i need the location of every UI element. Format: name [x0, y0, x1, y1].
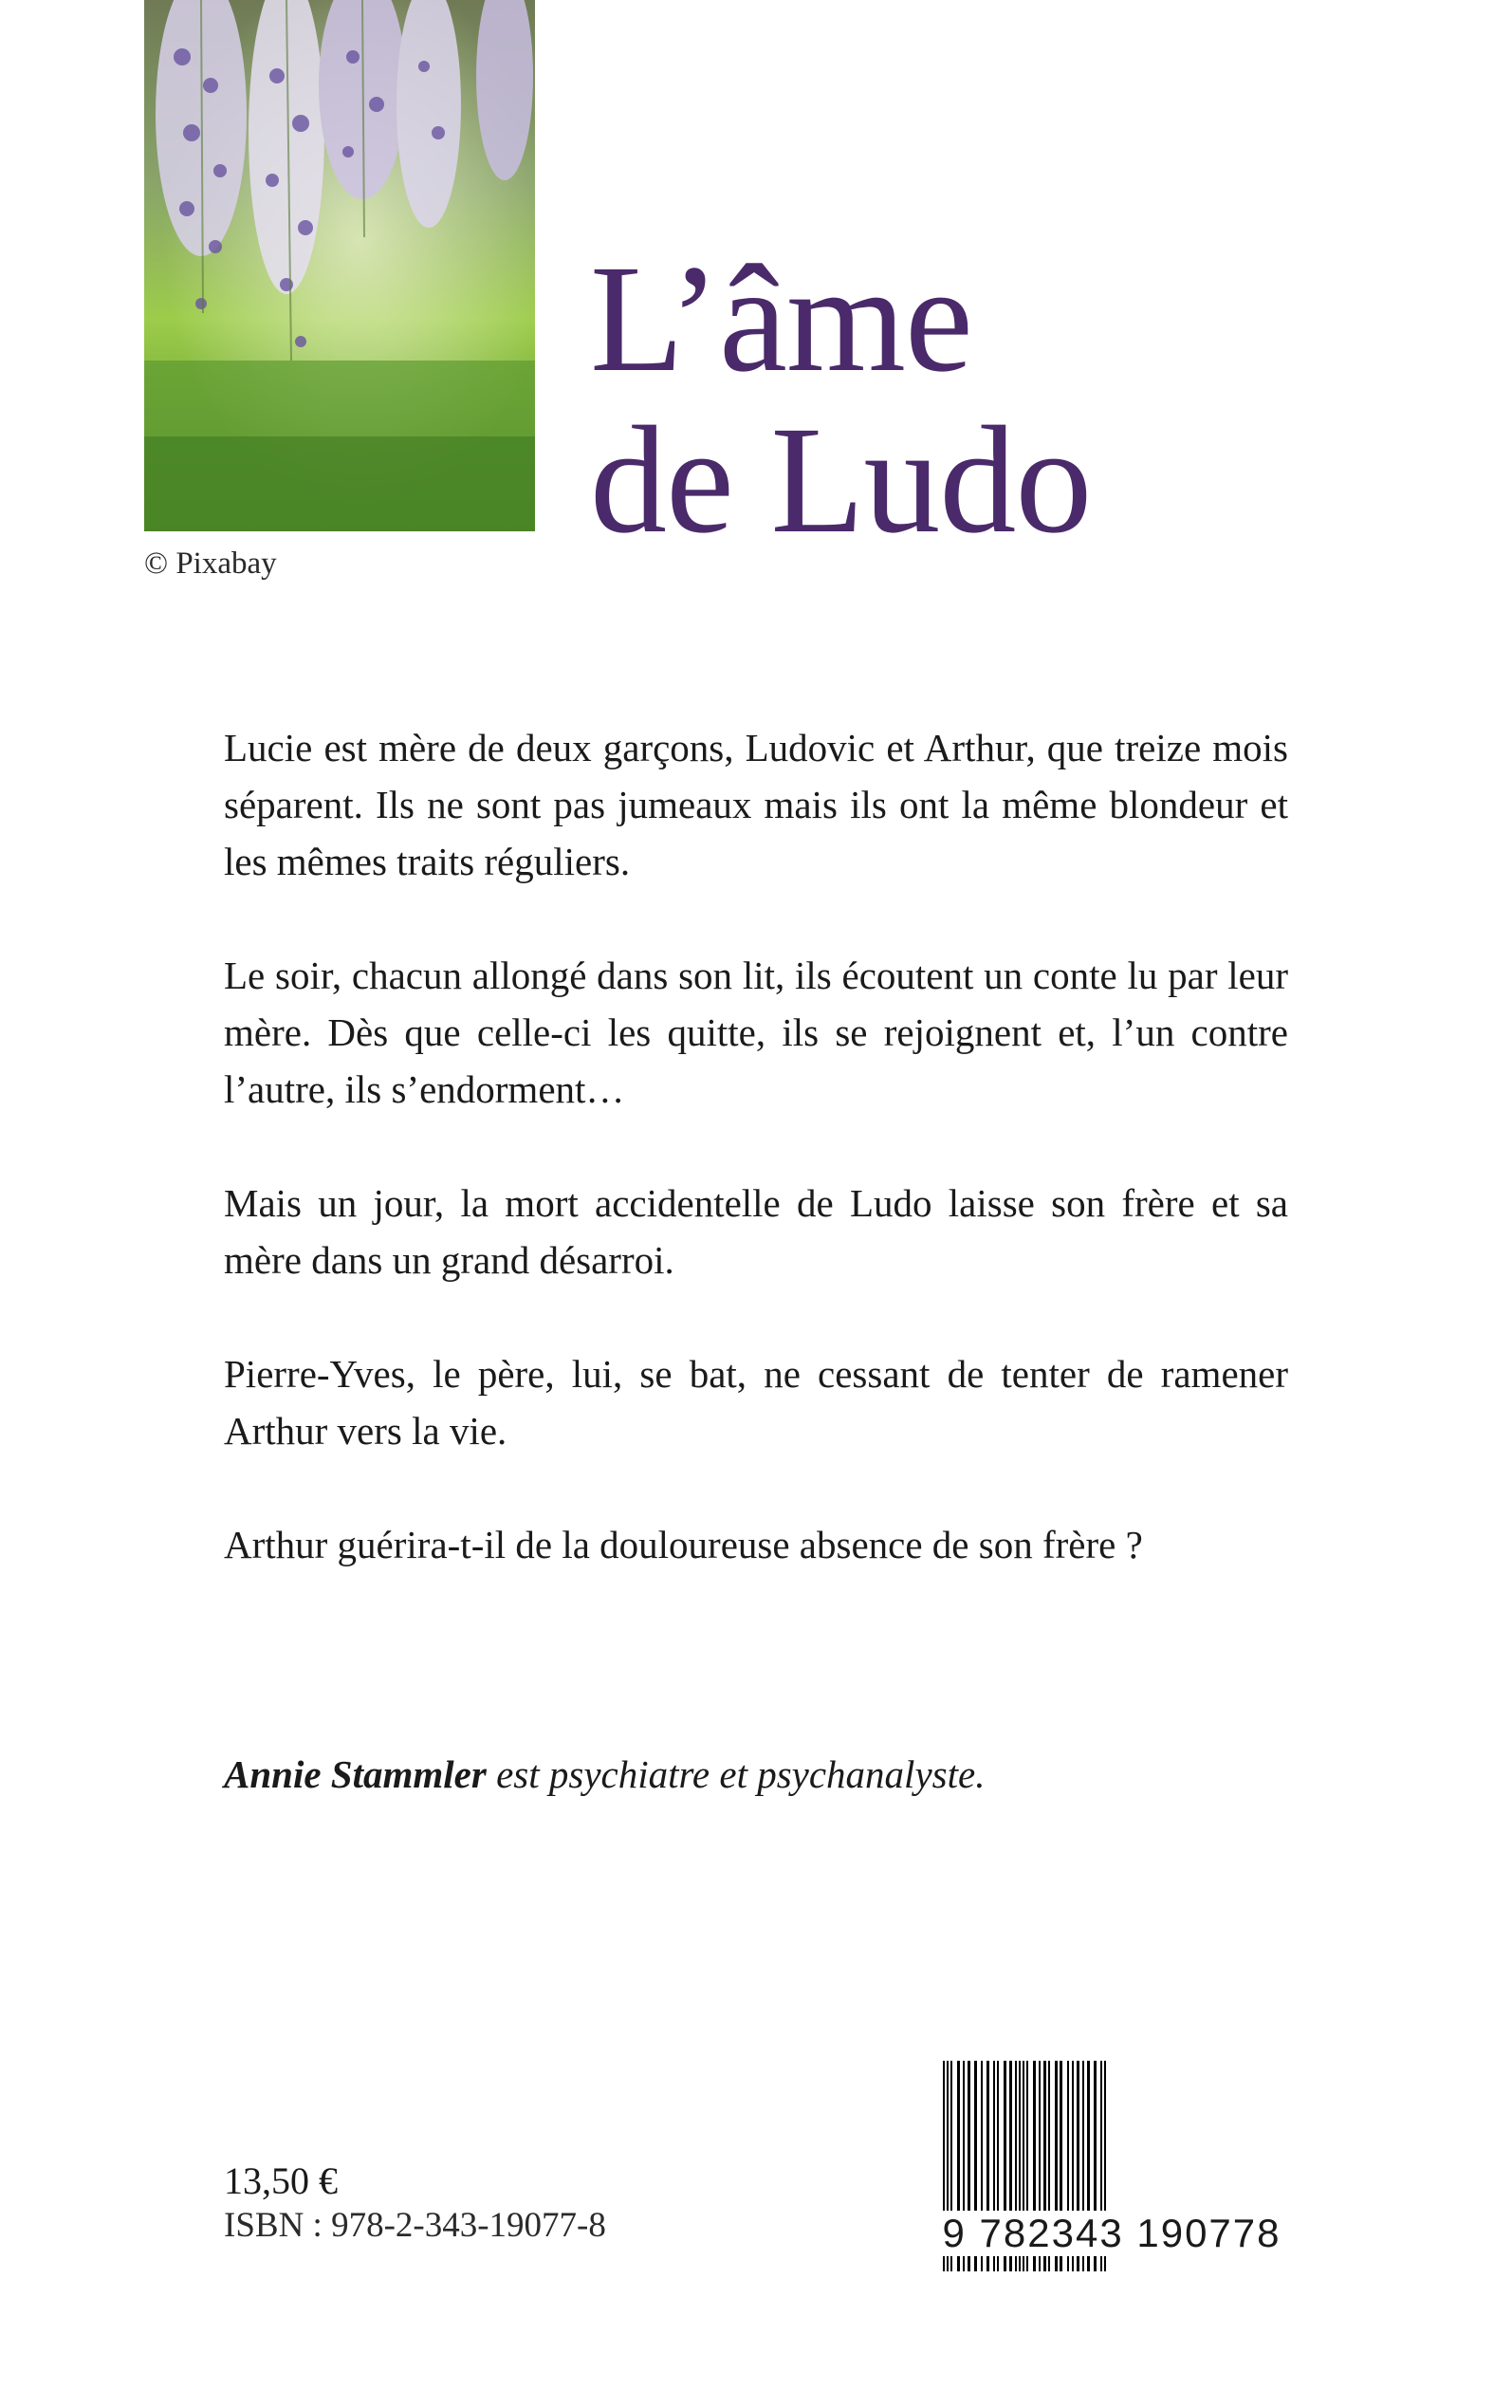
isbn: ISBN : 978-2-343-19077-8: [224, 2206, 606, 2245]
book-title: [590, 234, 1092, 565]
cover-photo: [144, 0, 535, 531]
author-name: Annie Stammler: [224, 1752, 487, 1796]
blurb-paragraph-4: Pierre-Yves, le père, lui, se bat, ne cessant de tenter de ramener Arthur vers la vie.: [224, 1352, 1288, 1453]
wisteria-illustration: [144, 0, 535, 531]
photo-credit: © Pixabay: [144, 546, 277, 581]
author-bio: [224, 1746, 985, 1803]
back-cover-blurb: [224, 719, 1288, 1630]
blurb-paragraph-5: Arthur guérira-t-il de la douloureuse absence de son frère ?: [224, 1523, 1143, 1566]
price: 13,50 €: [224, 2159, 338, 2202]
blurb-paragraph-1: Lucie est mère de deux garçons, Ludovic et Arthur, que treize mois séparent. Ils ne sont pas jumeaux mais ils ont la même blondeur et les mêmes traits réguliers.: [224, 726, 1288, 883]
blurb-paragraph-3: Mais un jour, la mort accidentelle de Ludo laisse son frère et sa mère dans un grand désarroi.: [224, 1181, 1288, 1282]
title-line-2: de Ludo: [590, 396, 1092, 565]
title-line-1: L’âme: [590, 234, 972, 404]
author-description: est psychiatre et psychanalyste.: [486, 1752, 986, 1796]
barcode-digits: 9 782343 190778: [931, 2211, 1292, 2256]
blurb-paragraph-2: Le soir, chacun allongé dans son lit, ils écoutent un conte lu par leur mère. Dès que celle-ci les quitte, ils se rejoignent et, l’un contre l’autre, ils s’endorment…: [224, 954, 1288, 1111]
